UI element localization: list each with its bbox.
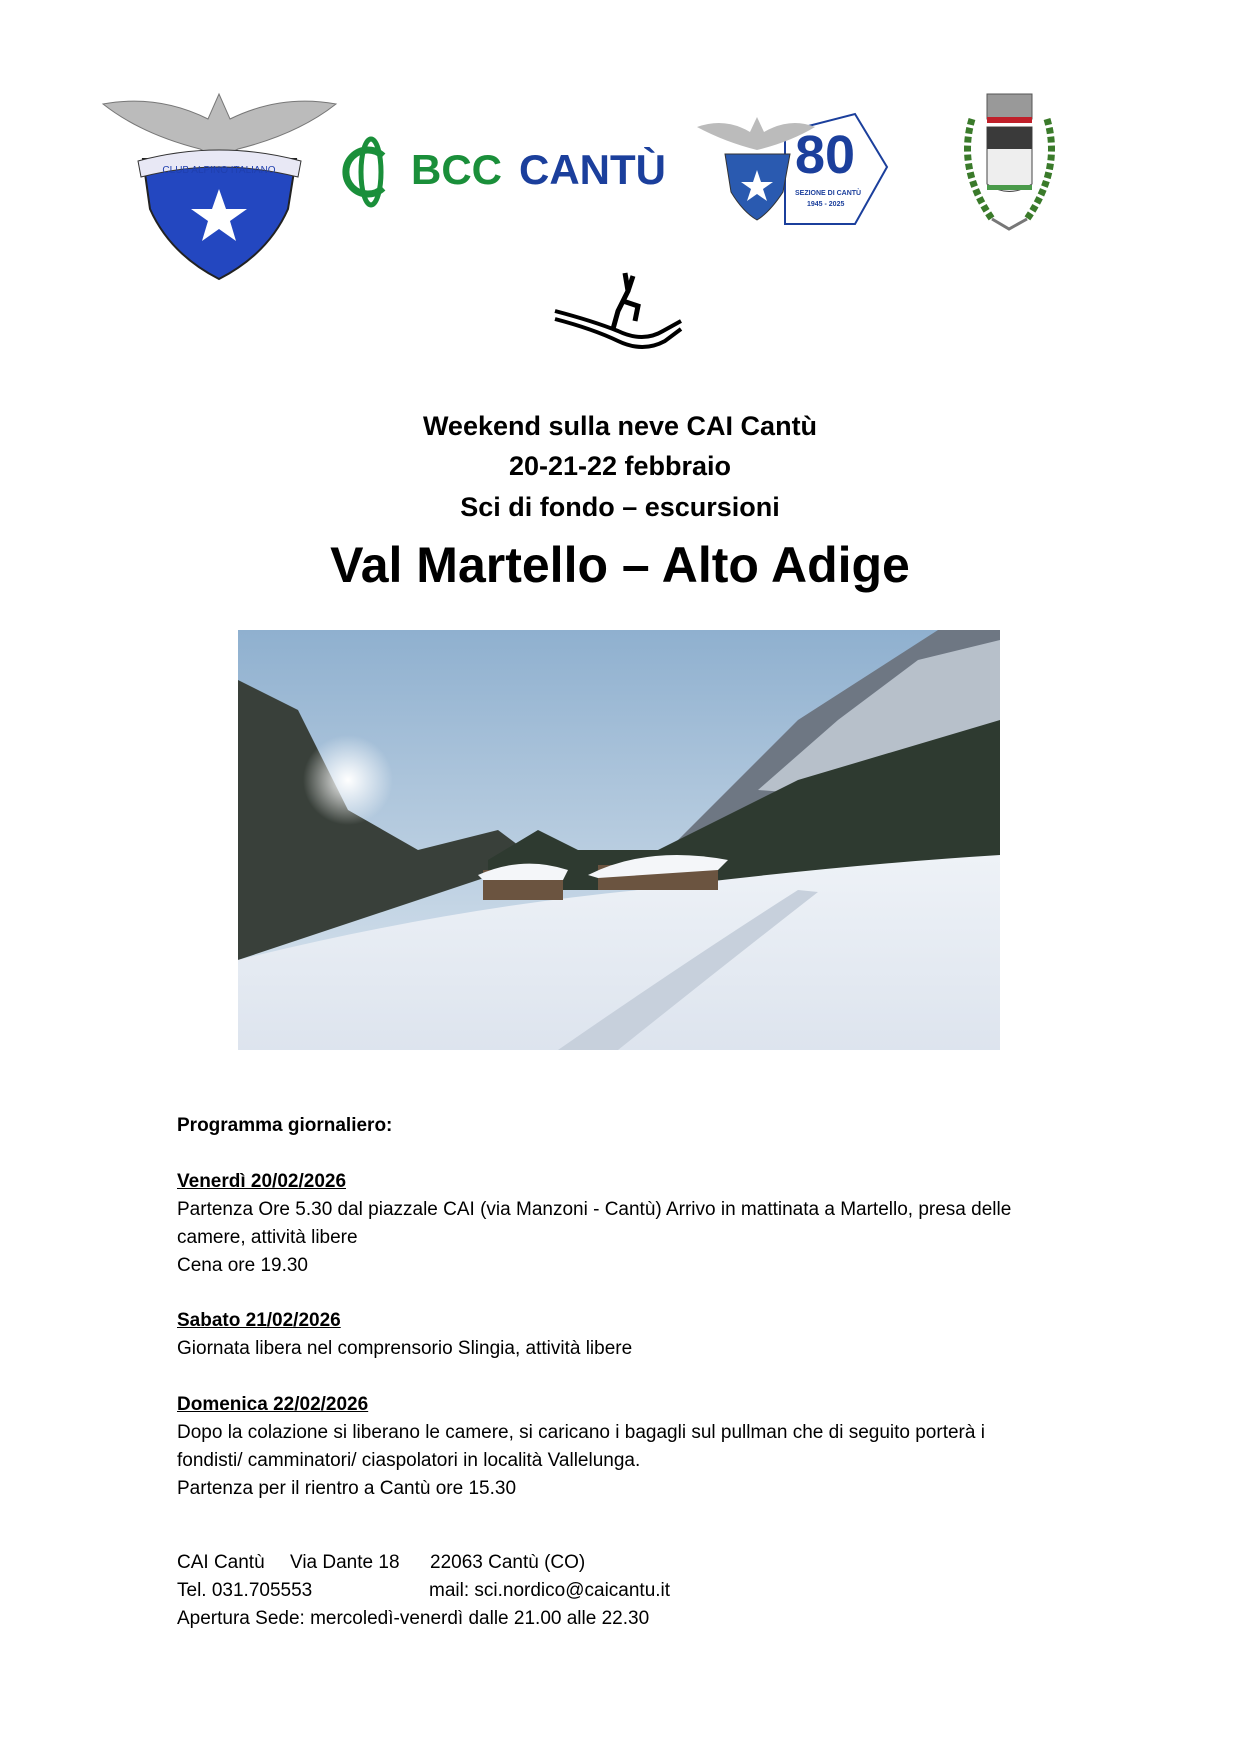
program-heading: Programma giornaliero: [177,1115,393,1136]
event-title: Weekend sulla neve CAI Cantù [422,411,818,441]
cai-logo [98,89,341,285]
day-line: Cena ore 19.30 [177,1255,308,1276]
day-line: Partenza Ore 5.30 dal piazzale CAI (via Manzoni - Cantù) Arrivo in mattinata a Martello, presa delle [177,1199,1012,1220]
day-heading-sunday: Domenica 22/02/2026 [177,1394,369,1415]
bcc-text: BCC [411,146,502,193]
val-martello-photo [238,630,1000,1050]
skier-icon [553,271,684,357]
event-dates: 20-21-22 febbraio [508,451,732,481]
day-line: fondisti/ camminatori/ ciaspolatori in località Vallelunga. [177,1450,641,1471]
footer-city: 22063 Cantù (CO) [430,1552,586,1573]
day-line: Partenza per il rientro a Cantù ore 15.30 [177,1478,517,1499]
anniversary-logo: 80 SEZIONE DI CANTÙ 1945 - 2025 [695,112,891,229]
day-line: Giornata libera nel comprensorio Slingia, attività libere [177,1338,633,1359]
footer-org: CAI Cantù [177,1552,265,1573]
footer-hours: Apertura Sede: mercoledì-venerdì dalle 21.00 alle 22.30 [177,1608,650,1629]
day-line: camere, attività libere [177,1227,358,1248]
day-line: Dopo la colazione si liberano le camere, si caricano i bagagli sul pullman che di seguito porterà i [177,1422,985,1443]
cantu-text: CANTÙ [519,146,666,193]
event-activities: Sci di fondo – escursioni [460,492,780,522]
footer-address: Via Dante 18 [290,1552,400,1573]
day-heading-friday: Venerdì 20/02/2026 [177,1171,347,1192]
bcc-cantu-logo [341,136,671,208]
footer-email[interactable]: mail: sci.nordico@caicantu.it [429,1580,671,1601]
day-heading-saturday: Sabato 21/02/2026 [177,1310,341,1331]
coat-of-arms-icon [952,89,1067,239]
location-title: Val Martello – Alto Adige [330,537,910,593]
svg-text:CLUB ALPINO ITALIANO: CLUB ALPINO ITALIANO [162,165,276,176]
footer-phone: Tel. 031.705553 [177,1580,313,1601]
